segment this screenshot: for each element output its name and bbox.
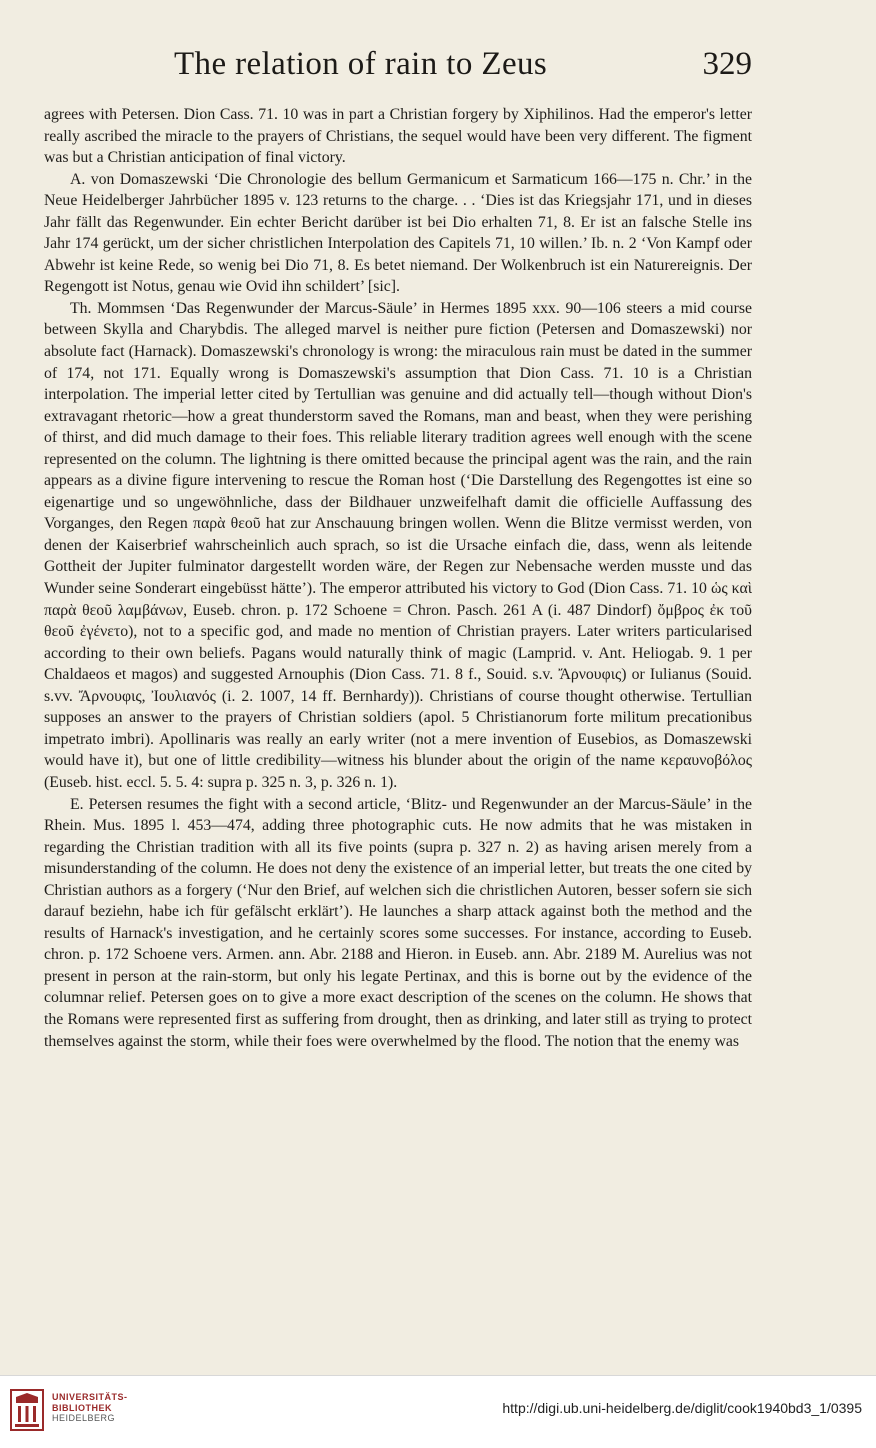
permalink-url[interactable]: http://digi.ub.uni-heidelberg.de/diglit/cook1940bd3_1/0395 <box>502 1400 862 1416</box>
body-text <box>44 104 752 1052</box>
library-name-line-2: BIBLIOTHEK <box>52 1402 112 1413</box>
paragraph-4: E. Petersen resumes the fight with a second article, ‘Blitz- und Regenwunder an der Marcus-Säule’ in the Rhein. Mus. 1895 l. 453—474, adding three photographic cuts. He now admits that he was mistaken in regarding the Christian tradition with all its five points (supra p. 327 n. 2) as having arisen merely from a misunderstanding of the column. He does not deny the existence of an imperial letter, but treats the one cited by Christian authors as a forgery (‘Nur den Brief, auf welchen sich die christlichen Autoren, besser sofern sie sich darauf beziehn, habe ich für gefälscht erklärt’). He launches a sharp attack against both the method and the results of Harnack's investigation, and he certainly scores some successes. For instance, according to Euseb. chron. p. 172 Schoene vers. Armen. ann. Abr. 2188 and Hieron. in Euseb. ann. Abr. 2189 M. Aurelius was not present in person at the rain-storm, but only his legate Pertinax, and this is borne out by the evidence of the columnar relief. Petersen goes on to give a more exact description of the scenes on the column. He shows that the Romans were represented first as suffering from drought, then as drinking, and later still as trying to protect themselves against the storm, while their foes were overwhelmed by the flood. The notion that the enemy was <box>44 795 752 1050</box>
viewer-footer <box>0 1375 876 1448</box>
library-name-line-1: UNIVERSITÄTS- <box>52 1392 128 1402</box>
paragraph-3: Th. Mommsen ‘Das Regenwunder der Marcus-Säule’ in Hermes 1895 xxx. 90—106 steers a mid course between Skylla and Charybdis. The alleged marvel is neither pure fiction (Petersen and Domaszewski) nor absolute fact (Harnack). Domaszewski's chronology is wrong: the miraculous rain must be dated in the summer of 174, not 171. Equally wrong is Domaszewski's assumption that Dion Cass. 71. 10 is a Christian interpolation. The imperial letter cited by Tertullian was genuine and did actually tell—though without Dion's extravagant rhetoric—how a great thunderstorm saved the Romans, man and beast, when they were perishing of thirst, and did much damage to their foes. This reliable literary tradition agrees well enough with the scene represented on the column. The lightning is there omitted because the principal agent was the rain, and the rain appears as a divine figure intervening to rescue the Roman host (‘Die Darstellung des Regengottes ist eine so eigenartige und so ungewöhnliche, dass der Bildhauer unzweifelhaft damit die officielle Auffassung des Vorganges, den Regen παρὰ θεοῦ hat zur Anschauung bringen wollen. Wenn die Blitze vermisst werden, von denen der Kaiserbrief wahrscheinlich auch sprach, so ist die Ursache einfach die, dass, wenn als leitende Gottheit der Jupiter fulminator dargestellt worden wäre, der Regen zur Nebensache werden musste und das Wunder seine Sonderart eingebüsst hätte’). The emperor attributed his victory to God (Dion Cass. 71. 10 ὡς καὶ παρὰ θεοῦ λαμβάνων, Euseb. chron. p. 172 Schoene = Chron. Pasch. 261 A (i. 487 Dindorf) ὄμβρος ἐκ τοῦ θεοῦ ἐγένετο), not to a specific god, and made no mention of Christian prayers. Later writers particularised according to their own beliefs. Pagans would naturally think of magic (Lamprid. v. Ant. Heliogab. 9. 1 per Chaldaeos et magos) and suggested Arnouphis (Dion Cass. 71. 8 f., Souid. s.v. Ἄρνουφις) or Iulianus (Souid. s.vv. Ἄρνουφις, Ἰουλιανός (i. 2. 1007, 14 ff. Bernhardy)). Christians of course thought otherwise. Tertullian supposes an answer to the prayers of Christian soldiers (apol. 5 Christianorum forte militum precationibus impetrato imbri). Apollinaris was really an early writer (not a mere invention of Eusebios, as Domaszewski would have it), but one of little credibility—witness his blunder about the origin of the name κεραυνοβόλος (Euseb. hist. eccl. 5. 5. 4: supra p. 325 n. 3, p. 326 n. 1). <box>44 299 752 791</box>
library-name <box>52 1392 128 1424</box>
paragraph-2: A. von Domaszewski ‘Die Chronologie des bellum Germanicum et Sarmaticum 166—175 n. Chr.’ in the Neue Heidelberger Jahrbücher 1895 v. 123 returns to the charge. . . ‘Dies ist das Kriegsjahr 171, und in dieses Jahr fällt das Regenwunder. Ein echter Bericht darüber ist bei Dio erhalten 71, 8. Er ist an falsche Stelle ins Jahr 174 gerückt, um der sicher christlichen Interpolation des Capitels 71, 10 willen.’ Ib. n. 2 ‘Von Kampf oder Abwehr ist keine Rede, so wenig bei Dio 71, 8. Es betet niemand. Der Wolkenbruch ist ein Naturereignis. Der Regengott ist Notus, genau wie Ovid ihn schildert’ [sic]. <box>44 170 752 296</box>
page-number: 329 <box>702 46 752 82</box>
page-title: The relation of rain to Zeus <box>174 46 548 82</box>
paragraph-1: agrees with Petersen. Dion Cass. 71. 10 was in part a Christian forgery by Xiphilinos. Had the emperor's letter really ascribed the miracle to the prayers of Christians, the sequel would have been very different. The figment was but a Christian anticipation of final victory. <box>44 106 752 167</box>
running-header <box>44 46 752 90</box>
library-name-line-3: HEIDELBERG <box>52 1413 116 1423</box>
university-library-logo-icon <box>10 1389 44 1431</box>
